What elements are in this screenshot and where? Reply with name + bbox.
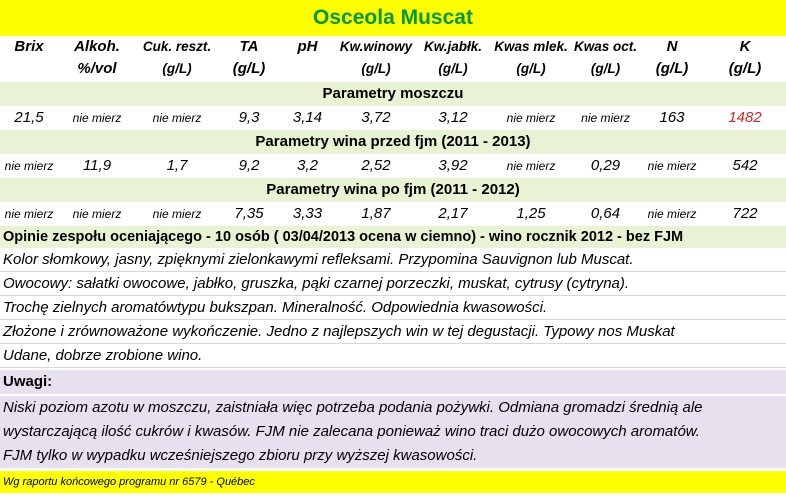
column-header-label: Kw.winowy <box>339 39 413 54</box>
opinion-line-1: Kolor słomkowy, jasny, zpięknymi zielonkawymi refleksami. Przypomina Sauvignon lub Muscat. <box>0 248 786 272</box>
value-acetic-acid: nie mierz <box>581 111 630 125</box>
value-alcohol: nie mierz <box>72 207 122 221</box>
column-header-acetic-acid <box>573 36 638 82</box>
value-alcohol: 11,9 <box>82 157 112 174</box>
column-header-potassium <box>706 36 784 82</box>
value-potassium: 722 <box>732 205 758 222</box>
section-title-after-mlf: Parametry wina po fjm (2011 - 2012) <box>0 178 786 202</box>
value-acetic-acid: 0,29 <box>590 157 621 174</box>
column-header-ta <box>218 36 280 82</box>
value-lactic-acid: nie mierz <box>506 111 556 125</box>
value-ta: 7,35 <box>234 205 264 222</box>
column-header-label: Kwas mlek. <box>494 39 568 54</box>
value-brix: nie mierz <box>4 207 54 221</box>
value-ph: 3,14 <box>292 109 323 126</box>
column-header-tartaric-acid <box>335 36 417 82</box>
value-nitrogen: 163 <box>659 109 685 126</box>
value-ta: 9,2 <box>238 157 260 174</box>
column-header-residual-sugar <box>136 36 218 82</box>
notes-line-3: FJM tylko w wypadku wcześniejszego zbioru przy wyższej kwasowości. <box>0 444 786 468</box>
section-title-must: Parametry moszczu <box>0 82 786 106</box>
column-header-ph <box>280 36 335 82</box>
column-header-lactic-acid <box>489 36 573 82</box>
values-row-must <box>0 106 786 130</box>
notes-heading: Uwagi: <box>0 370 786 394</box>
value-potassium: 542 <box>732 157 758 174</box>
value-alcohol: nie mierz <box>72 111 122 125</box>
value-tartaric-acid: 2,52 <box>361 157 391 174</box>
column-header-label: Kw.jabłk. <box>423 39 482 54</box>
column-header-label: N <box>666 38 678 55</box>
column-header-label: Alkoh. <box>74 38 120 55</box>
value-residual-sugar: nie mierz <box>152 111 202 125</box>
value-lactic-acid: 1,25 <box>516 205 546 222</box>
column-header-label: Kwas oct. <box>573 39 638 54</box>
section-title-before-mlf: Parametry wina przed fjm (2011 - 2013) <box>0 130 786 154</box>
value-malic-acid: 3,92 <box>438 157 468 174</box>
column-header-unit: (g/L) <box>728 60 762 77</box>
value-acetic-acid: 0,64 <box>590 205 621 222</box>
value-nitrogen: nie mierz <box>647 159 697 173</box>
column-header-label: TA <box>239 38 259 55</box>
notes-line-1: Niski poziom azotu w moszczu, zaistniała więc potrzeba podania pożywki. Odmiana gromadzi średnią ale <box>0 396 786 420</box>
column-header-unit: (g/L) <box>438 61 468 76</box>
column-header-unit: (g/L) <box>232 60 266 77</box>
opinion-line-2: Owocowy: sałatki owocowe, jabłko, gruszka, pąki czarnej porzeczki, muskat, cytrusy (cytryna). <box>0 272 786 296</box>
value-ta: 9,3 <box>238 109 260 126</box>
column-header-unit: (g/L) <box>655 60 689 77</box>
column-header-nitrogen <box>638 36 706 82</box>
value-lactic-acid: nie mierz <box>506 159 556 173</box>
column-header-unit: (g/L) <box>516 61 546 76</box>
column-header-brix <box>0 36 58 82</box>
column-header-label: pH <box>297 38 318 55</box>
value-residual-sugar: nie mierz <box>152 207 202 221</box>
values-row-after-mlf <box>0 202 786 226</box>
column-header-alcohol <box>58 36 136 82</box>
opinion-line-5: Udane, dobrze zrobione wino. <box>0 344 786 368</box>
footer-source: Wg raportu końcowego programu nr 6579 - Québec <box>0 471 786 493</box>
value-nitrogen: nie mierz <box>647 207 697 221</box>
value-brix: nie mierz <box>4 159 54 173</box>
value-ph: 3,2 <box>297 157 318 174</box>
column-header-unit: (g/L) <box>162 61 192 76</box>
sheet-title: Osceola Muscat <box>313 6 473 29</box>
column-header-malic-acid <box>417 36 489 82</box>
value-ph: 3,33 <box>292 205 323 222</box>
values-row-before-mlf <box>0 154 786 178</box>
value-potassium: 1482 <box>728 109 762 126</box>
opinion-line-3: Trochę zielnych aromatówtypu bukszpan. Mineralność. Odpowiednia kwasowości. <box>0 296 786 320</box>
column-header-row <box>0 36 786 82</box>
value-brix: 21,5 <box>14 109 44 126</box>
value-tartaric-acid: 1,87 <box>361 205 391 222</box>
column-header-label: Cuk. reszt. <box>142 39 212 54</box>
value-malic-acid: 3,12 <box>438 109 468 126</box>
value-malic-acid: 2,17 <box>438 205 468 222</box>
opinion-line-4: Złożone i zrównoważone wykończenie. Jedno z najlepszych win w tej degustacji. Typowy nos Muskat <box>0 320 786 344</box>
opinion-heading: Opinie zespołu oceniającego - 10 osób ( 03/04/2013 ocena w ciemno) - wino rocznik 2012 - bez FJM <box>0 226 786 248</box>
value-tartaric-acid: 3,72 <box>361 109 391 126</box>
column-header-unit: %/vol <box>77 60 117 77</box>
title-bar <box>0 0 786 36</box>
column-header-unit: (g/L) <box>590 61 621 76</box>
notes-line-2: wystarczającą ilość cukrów i kwasów. FJM nie zalecana ponieważ wino traci dużo owocowych aromatów. <box>0 420 786 444</box>
value-residual-sugar: 1,7 <box>166 157 188 174</box>
column-header-label: K <box>739 38 751 55</box>
column-header-unit: (g/L) <box>361 61 391 76</box>
column-header-label: Brix <box>14 38 44 55</box>
